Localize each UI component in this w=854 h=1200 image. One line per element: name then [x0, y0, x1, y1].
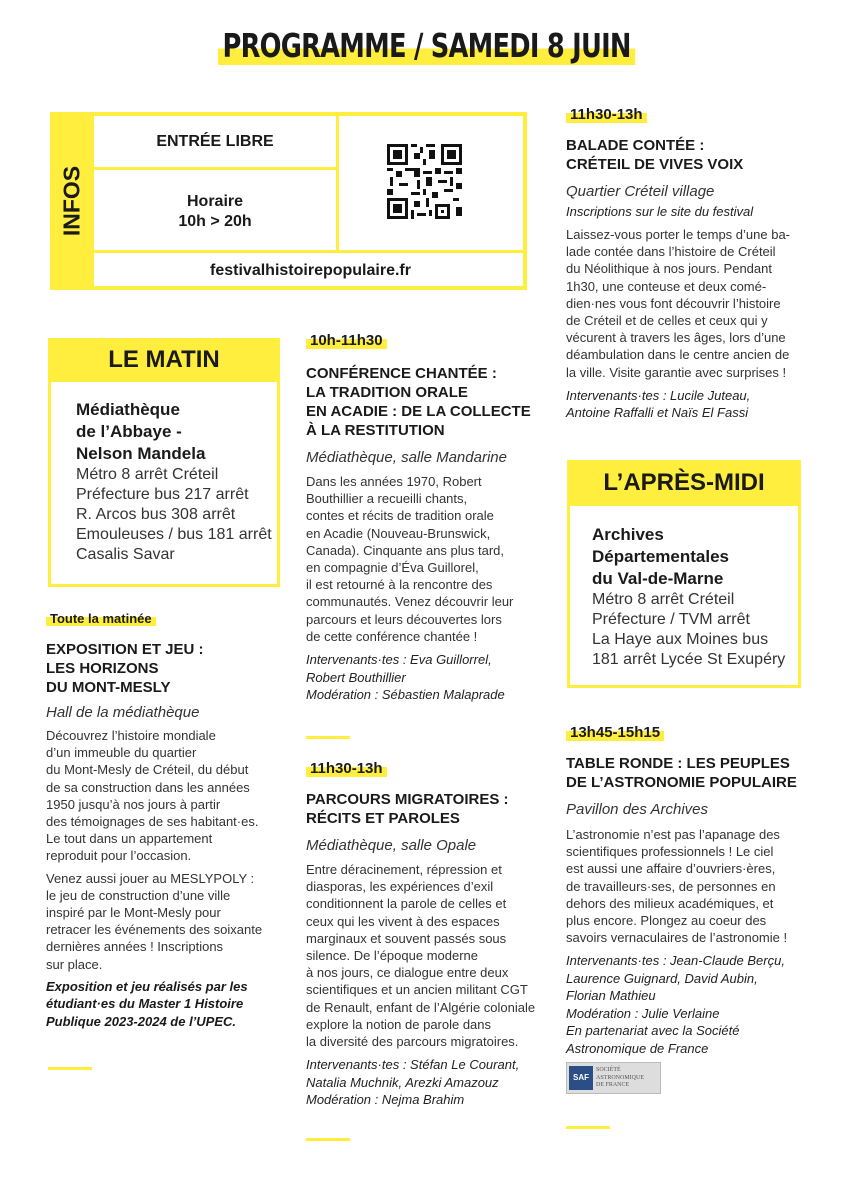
website-link[interactable]: festivalhistoirepopulaire.fr: [210, 262, 411, 279]
matin-venue-line: Nelson Mandela: [76, 444, 206, 463]
balade-body-line: vécurent à travers les âges, lors d’une: [566, 330, 786, 346]
expo-section: [46, 610, 286, 1030]
matin-access-line: Emouleuses / bus 181 arrêt: [76, 526, 272, 543]
table-ronde-time: 13h45-15h15: [566, 724, 664, 741]
table-ronde-body-line: L’astronomie n’est pas l’apanage des: [566, 827, 780, 842]
infos-divider-horizontal: [94, 250, 527, 253]
parcours-body-line: Entre déracinement, répression et: [306, 862, 502, 877]
balade-title-line: BALADE CONTÉE :: [566, 137, 705, 154]
expo-title-line: DU MONT-MESLY: [46, 679, 171, 696]
expo-body-line: reproduit pour l’occasion.: [46, 848, 192, 864]
saf-logo-mark: SAF: [569, 1066, 593, 1090]
table-ronde-credits-line: En partenariat avec la Société: [566, 1023, 740, 1039]
saf-logo-text-line: DE FRANCE: [596, 1082, 630, 1088]
apres-midi-venue-line: Archives: [592, 525, 664, 544]
infos-tab: [50, 112, 94, 290]
parcours-body-line: silence. De l’époque moderne: [306, 948, 478, 964]
divider-rule: [48, 1067, 92, 1070]
apres-midi-header: L’APRÈS-MIDI: [567, 460, 801, 506]
parcours-body-line: de Renault, enfant de l’Algérie coloniale: [306, 999, 536, 1015]
infos-divider-inner: [94, 167, 336, 170]
matin-venue: [76, 399, 276, 565]
balade-body-line: la ville. Visite garantie avec surprises !: [566, 364, 787, 380]
table-ronde-credits-line: Astronomique de France: [566, 1040, 709, 1056]
parcours-body-line: ceux qui les vivent à des espaces: [306, 913, 500, 929]
saf-logo-text-line: SOCIÉTÉ: [596, 1067, 621, 1073]
expo-body-line: sur place.: [46, 956, 103, 972]
parcours-place: Médiathèque, salle Opale: [306, 837, 477, 854]
table-ronde-section: [566, 724, 811, 1057]
parcours-credits-line: Intervenants·tes : Stéfan Le Courant,: [306, 1057, 520, 1073]
hours-label: Horaire: [186, 193, 244, 210]
matin-access-line: Métro 8 arrêt Créteil: [76, 466, 219, 483]
matin-access-line: R. Arcos bus 308 arrêt: [76, 506, 236, 523]
table-ronde-title-line: TABLE RONDE : LES PEUPLES: [566, 755, 790, 772]
conference-body-line: Dans les années 1970, Robert: [306, 474, 482, 489]
expo-body-line: le jeu de construction d’une ville: [46, 887, 231, 903]
expo-credits-line: Publique 2023-2024 de l’UPEC.: [46, 1013, 237, 1029]
parcours-body-line: la diversité des parcours migratoires.: [306, 1034, 519, 1050]
expo-body-line: 1950 jusqu’à nos jours à partir: [46, 796, 221, 812]
expo-credits-line: Exposition et jeu réalisés par les: [46, 978, 248, 994]
conference-body-line: en compagnie d’Éva Guillorel,: [306, 560, 479, 576]
table-ronde-credits-line: Modération : Julie Verlaine: [566, 1005, 720, 1021]
balade-time: 11h30-13h: [566, 106, 647, 123]
matin-header: LE MATIN: [48, 338, 280, 382]
divider-rule: [566, 1126, 610, 1129]
table-ronde-credits-line: Florian Mathieu: [566, 988, 656, 1004]
conference-title-line: CONFÉRENCE CHANTÉE :: [306, 365, 497, 382]
parcours-title-line: PARCOURS MIGRATOIRES :: [306, 791, 509, 808]
balade-body-line: lade contée dans l’histoire de Créteil: [566, 244, 776, 260]
expo-body-line: d’un immeuble du quartier: [46, 745, 197, 761]
apres-midi-access-line: La Haye aux Moines bus: [592, 631, 769, 648]
parcours-body-line: à nos jours, ce dialogue entre deux: [306, 965, 509, 981]
conference-time: 10h-11h30: [306, 332, 387, 349]
conference-body-line: parcours et leurs découvertes lors: [306, 611, 502, 627]
saf-logo-text-line: ASTRONOMIQUE: [596, 1074, 644, 1081]
conference-body-line: Bouthillier a recueilli chants,: [306, 491, 468, 507]
expo-body-line: du Mont-Mesly de Créteil, du début: [46, 762, 249, 778]
expo-body-line: retracer les événements des soixante: [46, 922, 263, 938]
expo-body-line: Découvrez l’histoire mondiale: [46, 728, 216, 743]
conference-body-line: contes et récits de tradition orale: [306, 508, 494, 524]
expo-title-line: EXPOSITION ET JEU :: [46, 641, 204, 658]
table-ronde-body-line: scientifiques professionnels ! Le ciel: [566, 844, 774, 860]
infos-divider-vertical: [336, 112, 339, 252]
balade-subtitle: Inscriptions sur le site du festival: [566, 204, 754, 219]
conference-credits-line: Modération : Sébastien Malaprade: [306, 687, 505, 703]
saf-logo-text: [596, 1067, 644, 1090]
balade-body-line: du Néolithique à nos jours. Pendant: [566, 261, 772, 277]
balade-body-line: déambulation dans le centre ancien de: [566, 347, 790, 363]
apres-midi-venue-line: du Val-de-Marne: [592, 569, 724, 588]
balade-body-line: Laissez-vous porter le temps d’une ba-: [566, 227, 791, 242]
expo-body-line: des témoignages de ses habitant·es.: [46, 814, 259, 830]
conference-section: [306, 332, 546, 704]
expo-title-line: LES HORIZONS: [46, 660, 159, 677]
balade-section: [566, 106, 811, 422]
expo-credits-line: étudiant·es du Master 1 Histoire: [46, 996, 244, 1012]
conference-credits-line: Robert Bouthillier: [306, 669, 406, 685]
table-ronde-title-line: DE L’ASTRONOMIE POPULAIRE: [566, 774, 797, 791]
parcours-credits-line: Natalia Muchnik, Arezki Amazouz: [306, 1074, 499, 1090]
infos-tab-label: INFOS: [58, 165, 85, 237]
page-title-wrap: [0, 26, 854, 65]
conference-body-line: en Acadie (Nouveau-Brunswick,: [306, 525, 491, 541]
expo-place: Hall de la médiathèque: [46, 704, 200, 721]
page-title: PROGRAMME / SAMEDI 8 JUIN: [218, 26, 635, 65]
table-ronde-body-line: de travailleurs·ses, de personnes en: [566, 878, 776, 894]
expo-time: Toute la matinée: [46, 611, 156, 626]
parcours-time: 11h30-13h: [306, 760, 387, 777]
conference-body-line: il est retourné à la rencontre des: [306, 577, 493, 593]
conference-title-line: À LA RESTITUTION: [306, 422, 445, 439]
balade-credits-line: Antoine Raffalli et Naïs El Fassi: [566, 405, 749, 421]
balade-body-line: 1h30, une conteuse et deux comé-: [566, 278, 767, 294]
table-ronde-body-line: dehors des milieux académiques, et: [566, 895, 774, 911]
table-ronde-body-line: savoirs vernaculaires de l’astronomie !: [566, 930, 788, 946]
saf-logo: [566, 1062, 661, 1094]
conference-title-line: EN ACADIE : DE LA COLLECTE: [306, 403, 531, 420]
entry-label: ENTRÉE LIBRE: [156, 133, 274, 150]
matin-access-line: Préfecture bus 217 arrêt: [76, 486, 249, 503]
expo-body-line: Le tout dans un appartement: [46, 831, 213, 847]
expo-body-line: de sa construction dans les années: [46, 779, 250, 795]
parcours-credits-line: Modération : Nejma Brahim: [306, 1092, 465, 1108]
parcours-section: [306, 760, 551, 1109]
table-ronde-body-line: est aussi une affaire d’ouvriers·ères,: [566, 861, 776, 877]
parcours-body-line: diasporas, les expériences d’exil: [306, 879, 494, 895]
parcours-body-line: marginaux et souvent passés sous: [306, 930, 507, 946]
table-ronde-credits-line: Intervenants·tes : Jean-Claude Berçu,: [566, 953, 785, 969]
parcours-body-line: conditionnent la parole de celles et: [306, 896, 507, 912]
parcours-body-line: scientifiques et un ancien militant CGT: [306, 982, 528, 998]
conference-body-line: de cette conférence chantée !: [306, 628, 478, 644]
apres-midi-access-line: Préfecture / TVM arrêt: [592, 611, 750, 628]
matin-venue-line: de l’Abbaye -: [76, 422, 182, 441]
matin-venue-line: Médiathèque: [76, 400, 180, 419]
hours-value: 10h > 20h: [178, 213, 252, 230]
apres-midi-venue-line: Départementales: [592, 547, 730, 566]
table-ronde-body-line: plus encore. Plongez au coeur des: [566, 913, 767, 929]
balade-body-line: de Créteil et de celles et ceux qui y: [566, 313, 768, 329]
parcours-body-line: explore la notion de parole dans: [306, 1016, 492, 1032]
conference-body-line: Canada). Cinquante ans plus tard,: [306, 542, 505, 558]
divider-rule: [306, 1138, 350, 1141]
balade-title-line: CRÉTEIL DE VIVES VOIX: [566, 156, 744, 173]
table-ronde-place: Pavillon des Archives: [566, 801, 709, 818]
table-ronde-credits-line: Laurence Guignard, David Aubin,: [566, 970, 758, 986]
expo-body-line: inspiré par le Mont-Mesly pour: [46, 905, 221, 921]
balade-credits-line: Intervenants·tes : Lucile Juteau,: [566, 387, 751, 403]
expo-body-line: Venez aussi jouer au MESLYPOLY :: [46, 870, 255, 886]
apres-midi-access-line: 181 arrêt Lycée St Exupéry: [592, 651, 786, 668]
conference-title-line: LA TRADITION ORALE: [306, 384, 468, 401]
matin-access-line: Casalis Savar: [76, 546, 175, 563]
divider-rule: [306, 736, 350, 739]
apres-midi-venue: [592, 524, 797, 670]
qr-code-icon[interactable]: [387, 133, 462, 230]
balade-body-line: dien·nes vous font découvrir l’histoire: [566, 295, 781, 311]
conference-credits-line: Intervenants·tes : Eva Guillorrel,: [306, 652, 492, 668]
conference-place: Médiathèque, salle Mandarine: [306, 449, 507, 466]
expo-body-line: dernières années ! Inscriptions: [46, 939, 224, 955]
apres-midi-access-line: Métro 8 arrêt Créteil: [592, 591, 735, 608]
conference-body-line: communautés. Venez découvrir leur: [306, 594, 514, 610]
balade-place: Quartier Créteil village: [566, 183, 715, 200]
parcours-title-line: RÉCITS ET PAROLES: [306, 810, 460, 827]
